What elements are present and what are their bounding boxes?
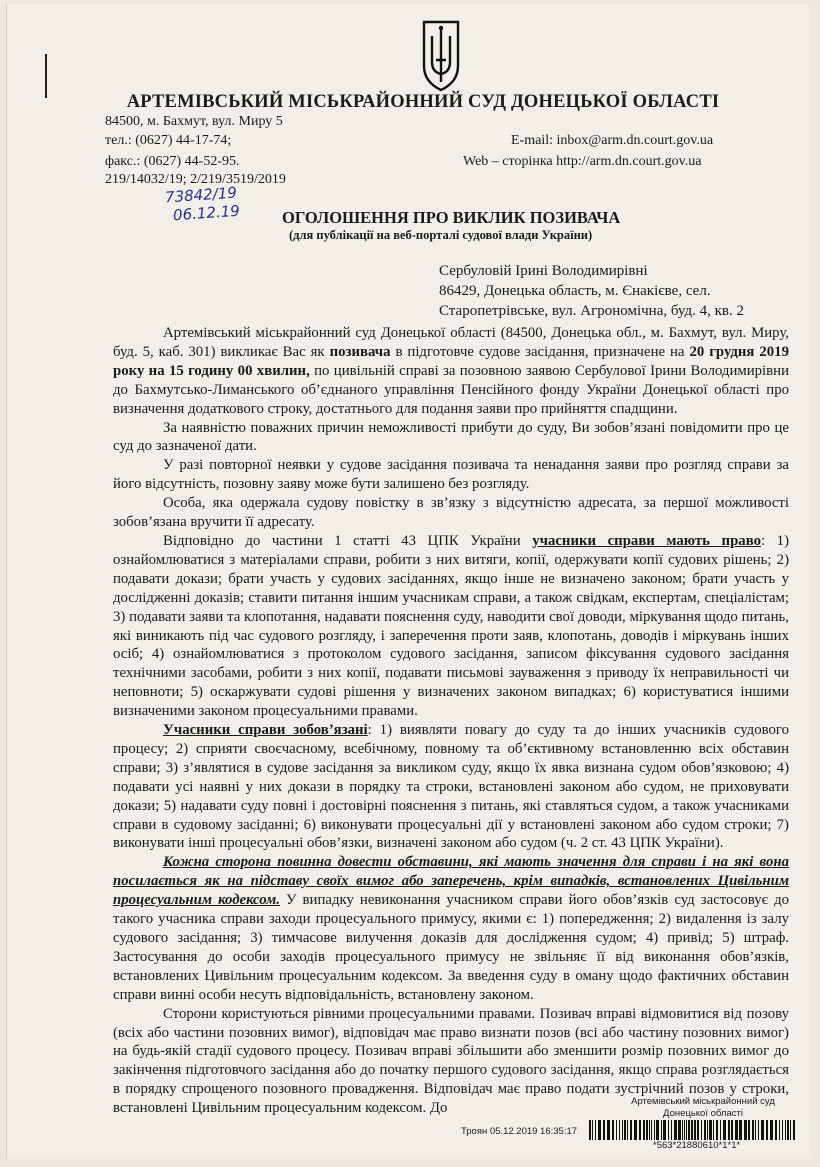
trident-emblem-icon bbox=[420, 16, 462, 94]
court-phone: тел.: (0627) 44-17-74; bbox=[105, 133, 232, 148]
document-page bbox=[6, 4, 809, 1159]
court-address: 84500, м. Бахмут, вул. Миру 5 bbox=[105, 114, 283, 129]
recipient-address-line1: 86429, Донецька область, м. Єнакієве, сел. bbox=[439, 283, 711, 299]
recipient-name: Сербуловій Ірині Володимирівні bbox=[439, 263, 648, 279]
barcode-number: *563*21880610*1*1* bbox=[653, 1140, 741, 1151]
court-name: АРТЕМІВСЬКИЙ МІСЬКРАЙОННИЙ СУД ДОНЕЦЬКОЇ ОБЛАСТІ bbox=[126, 92, 720, 112]
notice-subtitle: (для публікації на веб-порталі судової влади України) bbox=[289, 228, 593, 242]
notice-title: ОГОЛОШЕННЯ ПРО ВИКЛИК ПОЗИВАЧА bbox=[282, 208, 621, 227]
paragraph-equal-rights: Сторони користуються рівними процесуальними правами. Позивач вправі відмовитися від позову (всіх або частини позовних вимог), відповідач має право визнати позов (всі або частину позовних вимог) на будь-якій стадії судового процесу. Позивач вправі збільшити або зменшити розмір позовних вимог до закінчення підготовчого засідання або до початку першого судового засідання, якщо справа розглядається в порядку спрощеного позовного провадження. Відповідач має право подати зустрічний позов у строки, встановлені Цивільним процесуальним кодексом. До bbox=[113, 1005, 789, 1117]
recipient-block bbox=[439, 261, 744, 321]
paragraph-duties: Учасники справи зобов’язані: 1) виявляти повагу до суду та до інших учасників судового процесу; 2) сприяти своєчасному, всебічному, повному та об’єктивному встановленню всіх обставин справи; 3) з’являтися в судове засідання за викликом суду, якщо їх явка визнана судом обов’язковою; 4) подавати усі наявні у них докази в порядку та строки, встановлені законом або судом, не приховувати докази; 5) надавати суду повні і достовірні пояснення з питань, які ставляться судом, а також учасниками справи в судовому засіданні; 6) виконувати процесуальні дії у встановлені законом або судом строки; 7) виконувати інші процесуальні обов’язки, визначені законом або судом (ч. 2 ст. 43 ЦПК України). bbox=[113, 722, 789, 852]
paragraph-rights: Відповідно до частини 1 статті 43 ЦПК України учасники справи мають право: 1) ознайомлюватися з матеріалами справи, робити з них витяги, копії, одержувати копії судових рішень; 2) подавати докази; брати участь у судових засіданнях, якщо інше не визначено законом; брати участь у дослідженні доказів; ставити питання іншим учасникам справи, а також свідкам, експертам, спеціалістам; 3) подавати заяви та клопотання, надавати пояснення суду, наводити свої доводи, міркування щодо питань, які виникають під час судового розгляду, і заперечення проти заяв, клопотань, доводів і міркувань інших осіб; 4) ознайомлюватися з протоколом судового засідання, записом фіксування судового засідання технічними засобами, робити з них копії, подавати письмові зауваження з приводу їх неправильності чи неповноти; 5) оскаржувати судові рішення у визначених законом випадках; 6) користуватися іншими визначеними законом процесуальними правами. bbox=[113, 532, 790, 720]
court-fax: факс.: (0627) 44-52-95. bbox=[105, 154, 240, 169]
stamp-date: Троян 05.12.2019 16:35:17 bbox=[461, 1126, 578, 1137]
court-website: Web – сторінка http://arm.dn.court.gov.ua bbox=[463, 154, 702, 169]
notice-body bbox=[113, 324, 789, 1118]
barcode-icon bbox=[589, 1120, 797, 1140]
paragraph-nonappearance: У разі повторної неявки у судове засідання позивача та ненадання заяви про розгляд справи за його відсутність, позовну заяву може бути залишено без розгляду. bbox=[113, 457, 789, 493]
paragraph-delivery: Особа, яка одержала судову повістку в зв’язку з відсутністю адресата, за першої можливості зобов’язана вручити її адресату. bbox=[113, 495, 789, 531]
registry-stamp bbox=[461, 1096, 801, 1156]
paragraph-summons: Артемівський міськрайонний суд Донецької області (84500, Донецька обл., м. Бахмут, вул. Миру, буд. 5, каб. 301) викликає Вас як позивача в підготовче судове засідання, призначене на 20 грудня 2019 року на 15 годину 00 хвилин, по цивільній справі за позовною заявою Сербулової Ірини Володимирівни до Бахмутсько-Лиманського об’єднаного управління Пенсійного фонду України Донецької області про визначення додаткового строку, достатнього для подання заяви про прийняття спадщини. bbox=[113, 325, 789, 417]
stamp-court-name: Артемівський міськрайонний суд Донецької області bbox=[631, 1096, 775, 1119]
court-email: E-mail: inbox@arm.dn.court.gov.ua bbox=[511, 133, 714, 148]
case-number: 219/14032/19; 2/219/3519/2019 bbox=[105, 172, 286, 187]
paragraph-notify: За наявністю поважних причин неможливості прибути до суду, Ви зобов’язані повідомити про це суд до зазначеної дати. bbox=[113, 419, 789, 455]
handwritten-reg-number: 73842/19 bbox=[164, 183, 238, 207]
recipient-address-line2: Старопетрівське, вул. Агрономічна, буд. 4, кв. 2 bbox=[439, 303, 744, 319]
paragraph-evidence: Кожна сторона повинна довести обставини, які мають значення для справи і на які вона посилається як на підставу своїх вимог або заперечень, крім випадків, встановлених Цивільним процесуальним кодексом. У випадку невиконання учасником справи його обов’язків суд застосовує до такого учасника справи заходи процесуального примусу, якими є: 1) попередження; 2) видалення із залу судового засідання; 3) тимчасове вилучення доказів для дослідження судом; 4) привід; 5) штраф. Застосування до особи заходів процесуального примусу не звільняє її від виконання обов’язків, встановлених Цивільним процесуальним кодексом. За введення суду в оману щодо фактичних обставин справи винні особи несуть відповідальність, встановлену законом. bbox=[113, 854, 789, 1003]
handwritten-reg-date: 06.12.19 bbox=[172, 201, 241, 225]
